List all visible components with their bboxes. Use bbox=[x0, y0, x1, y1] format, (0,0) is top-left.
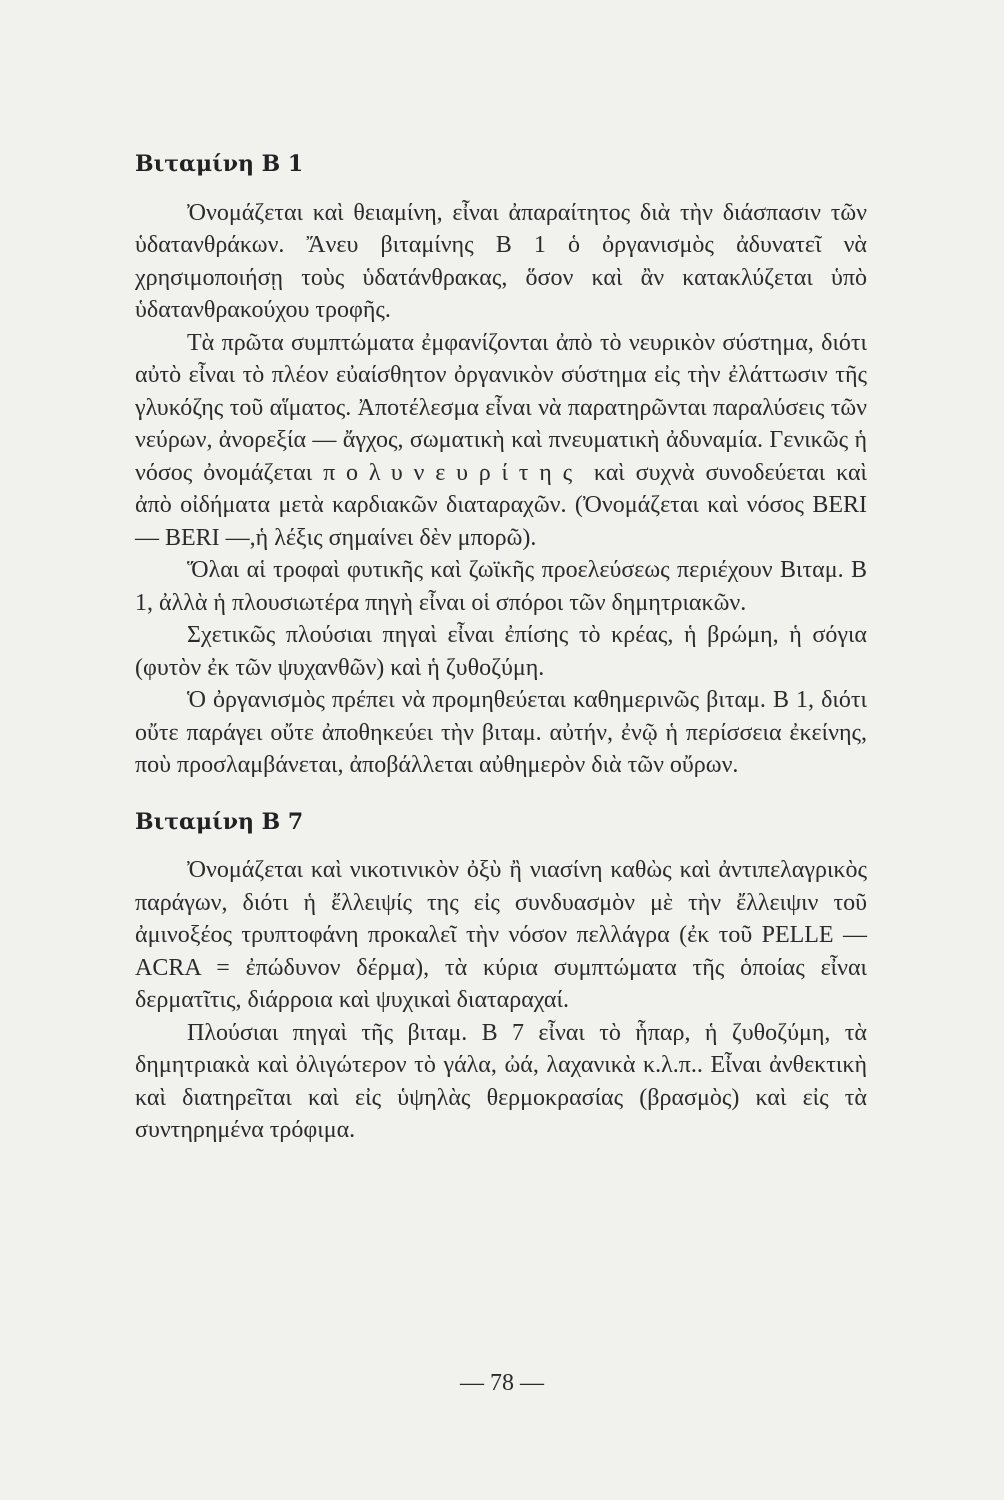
section-heading-b1: Βιταμίνη Β 1 bbox=[135, 151, 304, 177]
paragraph-text: Τὰ πρῶτα συμπτώματα ἐμφανίζονται ἀπὸ τὸ νευρικὸν σύστημα, διότι αὐτὸ εἶναι τὸ πλέον εὐαίσθητον ὀργανικὸν σύστημα εἰς τὴν ἐλάττωσιν τῆς γλυκόζης τοῦ αἵματος. Ἀποτέλεσμα εἶναι νὰ παρατηρῶνται παραλύσεις τῶν νεύρων, ἀνορεξία — ἄγχος, σωματικὴ καὶ πνευματικὴ ἀδυναμία. Γενικῶς ἡ νόσος ὀνομάζεται bbox=[135, 329, 867, 486]
emphasized-term: πολυνευρίτης bbox=[323, 459, 583, 486]
paragraph: Σχετικῶς πλούσιαι πηγαὶ εἶναι ἐπίσης τὸ κρέας, ἡ βρώμη, ἡ σόγια (φυτὸν ἐκ τῶν ψυχανθῶν) καὶ ἡ ζυθοζύμη. bbox=[135, 622, 867, 681]
paragraph: Ὀνομάζεται καὶ νικοτινικὸν ὀξὺ ἢ νιασίνη καθὼς καὶ ἀντιπελαγρικὸς παράγων, διότι ἡ ἔλλειψίς της εἰς συνδυασμὸν μὲ τὴν ἔλλειψιν τοῦ ἀμινοξέος τρυπτοφάνη προκαλεῖ τὴν νόσον πελλάγρα (ἐκ τοῦ PELLE — ACRA = ἐπώδυνον δέρμα), τὰ κύρια συμπτώματα τῆς ὁποίας εἶναι δερματῖτις, διάρροια καὶ ψυχικαὶ διαταραχαί. bbox=[135, 857, 867, 1014]
paragraph: Ὀνομάζεται καὶ θειαμίνη, εἶναι ἀπαραίτητος διὰ τὴν διάσπασιν τῶν ὑδατανθράκων. Ἄνευ βιταμίνης Β 1 ὁ ὀργανισμὸς ἀδυνατεῖ νὰ χρησιμοποιήσῃ τοὺς ὑδατάνθρακας, ὅσον καὶ ἂν κατακλύζεται ὑπὸ ὑδατανθρακούχου τροφῆς. bbox=[135, 199, 867, 324]
paragraph: Ὁ ὀργανισμὸς πρέπει νὰ προμηθεύεται καθημερινῶς βιταμ. Β 1, διότι οὔτε παράγει οὔτε ἀποθηκεύει τὴν βιταμ. αὐτήν, ἐνῷ ἡ περίσσεια ἐκείνης, ποὺ προσλαμβάνεται, ἀποβάλλεται αὐθημερὸν διὰ τῶν οὔρων. bbox=[135, 687, 867, 779]
paragraph: Πλούσιαι πηγαὶ τῆς βιταμ. Β 7 εἶναι τὸ ἧπαρ, ἡ ζυθοζύμη, τὰ δημητριακὰ καὶ ὀλιγώτερον τὸ γάλα, ὠά, λαχανικὰ κ.λ.π.. Εἶναι ἀνθεκτικὴ καὶ διατηρεῖται καὶ εἰς ὑψηλὰς θερμοκρασίας (βρασμὸς) καὶ εἰς τὰ συντηρημένα τρόφιμα. bbox=[135, 1019, 867, 1144]
page-number: — 78 — bbox=[460, 1370, 544, 1396]
paragraph: Ὅλαι αἱ τροφαὶ φυτικῆς καὶ ζωϊκῆς προελεύσεως περιέχουν Βιταμ. Β 1, ἀλλὰ ἡ πλουσιωτέρα πηγὴ εἶναι οἱ σπόροι τῶν δημητριακῶν. bbox=[135, 557, 867, 616]
page-content bbox=[135, 150, 867, 1147]
paragraph-with-emphasis bbox=[135, 327, 867, 555]
paragraph-text: καὶ συχνὰ συνοδεύεται καὶ ἀπὸ οἰδήματα μετὰ καρδιακῶν διαταραχῶν. (Ὀνομάζεται καὶ νόσος BERI — BERI —,ἡ λέξις σημαίνει δὲν μπορῶ). bbox=[135, 459, 868, 551]
section-heading-b7: Βιταμίνη Β 7 bbox=[135, 808, 304, 835]
